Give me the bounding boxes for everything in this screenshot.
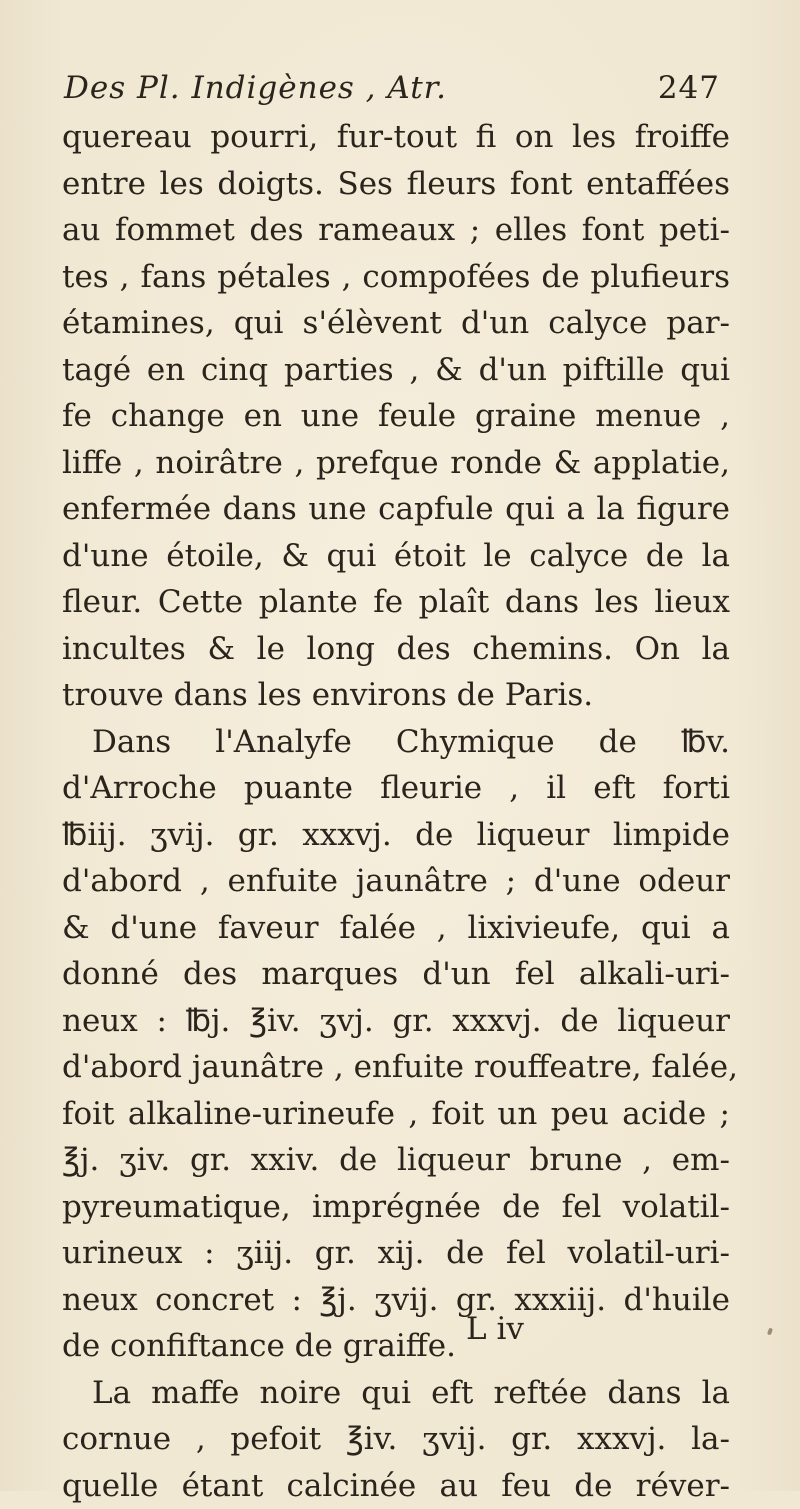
page-number: 247 xyxy=(658,70,720,106)
running-head-title: Des Pl. Indigènes , Atr. xyxy=(64,70,447,106)
text-line: fleur. Cette plante fe plaît dans les lieux xyxy=(62,579,730,626)
ink-speck xyxy=(767,1328,773,1336)
paragraph-start-line: La maffe noire qui eft reftée dans la xyxy=(62,1370,730,1417)
text-line: d'Arroche puante fleurie , il eft forti xyxy=(62,765,730,812)
text-line: tagé en cinq parties , & d'un piftille qui xyxy=(62,347,730,394)
text-line: étamines, qui s'élèvent d'un calyce par- xyxy=(62,300,730,347)
text-line: ℥j. ʒiv. gr. xxiv. de liqueur brune , em- xyxy=(62,1137,730,1184)
text-line: cornue , pefoit ℥iv. ʒvij. gr. xxxvj. la- xyxy=(62,1416,730,1463)
text-line: & d'une faveur falée , lixivieufe, qui a xyxy=(62,905,730,952)
text-line: d'abord , enfuite jaunâtre ; d'une odeur xyxy=(62,858,730,905)
text-line: incultes & le long des chemins. On la xyxy=(62,626,730,673)
running-head xyxy=(64,64,720,110)
paragraph-end-line: de confiftance de graiffe. xyxy=(62,1323,730,1370)
text-line: neux : ℔j. ℥iv. ʒvj. gr. xxxvj. de liqueur xyxy=(62,998,730,1045)
text-line: enfermée dans une capfule qui a la figure xyxy=(62,486,730,533)
text-line: d'une étoile, & qui étoit le calyce de la xyxy=(62,533,730,580)
paragraph-end-line: trouve dans les environs de Paris. xyxy=(62,672,730,719)
text-line: foit alkaline-urineufe , foit un peu acide ; xyxy=(62,1091,730,1138)
text-line: d'abord jaunâtre , enfuite rouffeatre, falée, xyxy=(62,1044,730,1091)
paragraph-start-line: Dans l'Analyfe Chymique de ℔v. xyxy=(62,719,730,766)
text-line: quereau pourri, fur-tout fi on les froiffe xyxy=(62,114,730,161)
text-line: quelle étant calcinée au feu de réver- xyxy=(62,1463,730,1509)
text-line: urineux : ʒiij. gr. xij. de fel volatil-uri- xyxy=(62,1230,730,1277)
signature-mark: L iv xyxy=(466,1306,524,1352)
text-line: entre les doigts. Ses fleurs font entaffées xyxy=(62,161,730,208)
body-text xyxy=(62,114,730,1509)
text-line: fe change en une feule graine menue , xyxy=(62,393,730,440)
text-line: au fommet des rameaux ; elles font peti- xyxy=(62,207,730,254)
text-line: neux concret : ℥j. ʒvij. gr. xxxiij. d'huile xyxy=(62,1277,730,1324)
text-line: tes , fans pétales , compofées de plufieurs xyxy=(62,254,730,301)
text-line: liffe , noirâtre , prefque ronde & applatie, xyxy=(62,440,730,487)
text-line: donné des marques d'un fel alkali-uri- xyxy=(62,951,730,998)
text-line: pyreumatique, imprégnée de fel volatil- xyxy=(62,1184,730,1231)
text-line: ℔iij. ʒvij. gr. xxxvj. de liqueur limpide xyxy=(62,812,730,859)
